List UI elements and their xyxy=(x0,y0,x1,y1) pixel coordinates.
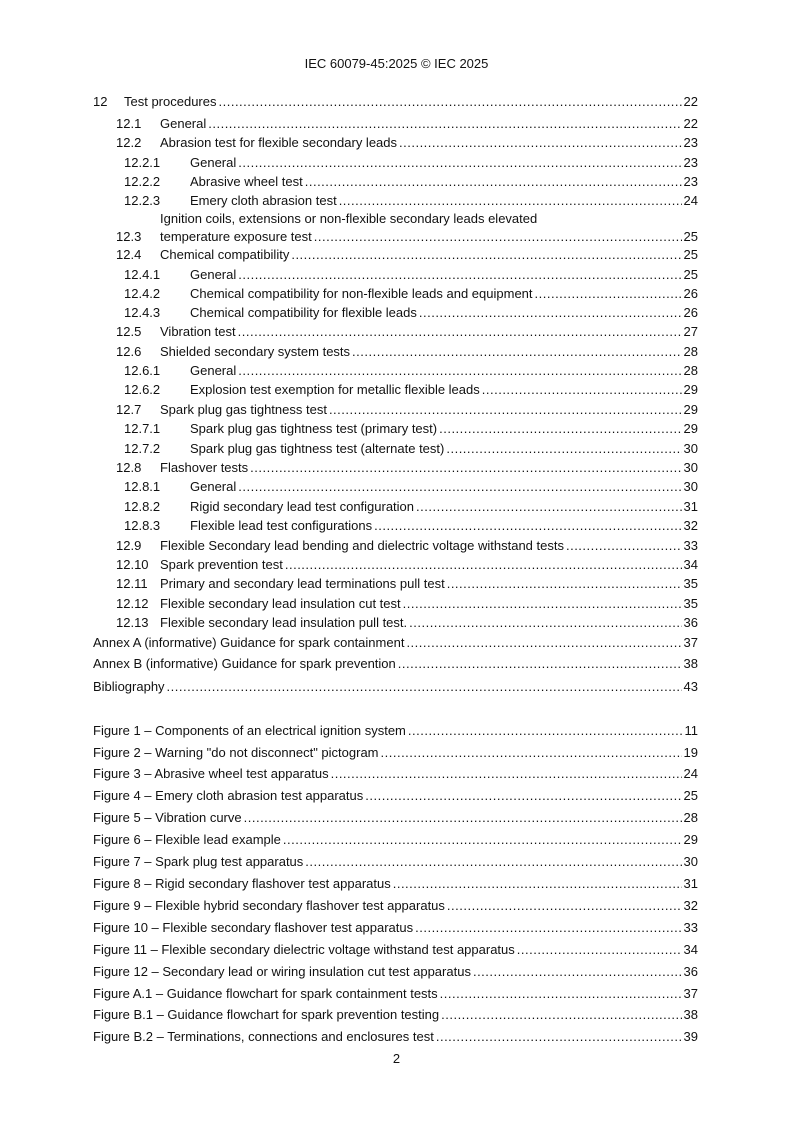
entry-page-number: 34 xyxy=(683,557,698,572)
entry-title: Vibration test xyxy=(160,324,236,339)
entry-line xyxy=(93,831,698,849)
entry-page-number: 25 xyxy=(683,267,698,282)
figure-entry[interactable] xyxy=(93,831,698,849)
toc-entry[interactable] xyxy=(93,440,698,458)
dot-leader xyxy=(329,401,682,419)
entry-line xyxy=(93,853,698,871)
toc-entry[interactable] xyxy=(93,498,698,516)
entry-line xyxy=(190,478,698,496)
figure-entry[interactable] xyxy=(93,1006,698,1024)
entry-title: Figure 6 – Flexible lead example xyxy=(93,832,281,847)
section-number: 12.4.1 xyxy=(124,267,161,282)
entry-page-number: 25 xyxy=(683,229,698,244)
entry-title: Figure 12 – Secondary lead or wiring insulation cut test apparatus xyxy=(93,964,471,979)
entry-page-number: 33 xyxy=(683,920,698,935)
entry-line xyxy=(160,459,698,477)
entry-line xyxy=(160,323,698,341)
dot-leader xyxy=(447,575,682,593)
dot-leader xyxy=(415,919,681,937)
dot-leader xyxy=(305,173,682,191)
section-number: 12.4 xyxy=(116,247,142,262)
entry-title: Flexible lead test configurations xyxy=(190,518,373,533)
entry-page-number: 24 xyxy=(683,193,698,208)
toc-entry[interactable] xyxy=(93,517,698,535)
dot-leader xyxy=(250,459,681,477)
entry-line xyxy=(93,655,698,673)
entry-page-number: 38 xyxy=(683,656,698,671)
entry-page-number: 23 xyxy=(683,174,698,189)
entry-title: General xyxy=(160,116,207,131)
toc-entry[interactable] xyxy=(93,362,698,380)
section-number: 12.4.3 xyxy=(124,305,161,320)
section-number: 12.8.3 xyxy=(124,518,161,533)
entry-page-number: 30 xyxy=(683,441,698,456)
entry-title: Primary and secondary lead terminations pull test xyxy=(160,576,445,591)
entry-page-number: 11 xyxy=(684,723,698,738)
dot-leader xyxy=(314,228,682,246)
toc-entry[interactable] xyxy=(93,401,698,419)
dot-leader xyxy=(238,323,682,341)
dot-leader xyxy=(238,154,681,172)
entry-title: Figure 10 – Flexible secondary flashover test apparatus xyxy=(93,920,414,935)
figure-entry[interactable] xyxy=(93,985,698,1003)
entry-page-number: 37 xyxy=(683,986,698,1001)
toc-entry[interactable] xyxy=(93,595,698,613)
figure-entry[interactable] xyxy=(93,853,698,871)
entry-line xyxy=(160,246,698,264)
dot-leader xyxy=(447,897,682,915)
entry-title: Figure 4 – Emery cloth abrasion test apparatus xyxy=(93,788,364,803)
toc-entry[interactable] xyxy=(93,537,698,555)
entry-page-number: 30 xyxy=(683,854,698,869)
entry-page-number: 26 xyxy=(683,305,698,320)
toc-entry[interactable] xyxy=(93,134,698,152)
entry-title: Explosion test exemption for metallic flexible leads xyxy=(190,382,480,397)
toc-entry[interactable] xyxy=(93,192,698,210)
figure-entry[interactable] xyxy=(93,744,698,762)
section-number: 12.7 xyxy=(116,402,142,417)
toc-entry[interactable] xyxy=(93,285,698,303)
dot-leader xyxy=(339,192,682,210)
entry-line xyxy=(190,498,698,516)
entry-title: Figure B.1 – Guidance flowchart for spark prevention testing xyxy=(93,1007,440,1022)
entry-title: Rigid secondary lead test configuration xyxy=(190,499,415,514)
toc-entry[interactable] xyxy=(93,678,698,696)
dot-leader xyxy=(517,941,682,959)
figure-entry[interactable] xyxy=(93,963,698,981)
dot-leader xyxy=(440,985,682,1003)
dot-leader xyxy=(416,498,682,516)
entry-line xyxy=(160,134,698,152)
entry-line xyxy=(93,765,698,783)
section-number: 12.2.2 xyxy=(124,174,161,189)
entry-line xyxy=(190,154,698,172)
toc-entry[interactable] xyxy=(93,343,698,361)
entry-page-number: 29 xyxy=(683,402,698,417)
entry-title: Test procedures xyxy=(124,94,217,109)
section-number: 12.1 xyxy=(116,116,142,131)
section-number: 12.9 xyxy=(116,538,142,553)
entry-line xyxy=(160,343,698,361)
entry-page-number: 25 xyxy=(683,788,698,803)
dot-leader xyxy=(393,875,682,893)
figure-entry[interactable] xyxy=(93,919,698,937)
entry-page-number: 28 xyxy=(683,344,698,359)
section-number: 12.3 xyxy=(116,229,142,244)
entry-title: Spark plug gas tightness test (primary test) xyxy=(190,421,438,436)
dot-leader xyxy=(408,722,683,740)
entry-line xyxy=(190,173,698,191)
entry-title: General xyxy=(190,479,237,494)
dot-leader xyxy=(365,787,681,805)
dot-leader xyxy=(305,853,681,871)
entry-title: Figure 1 – Components of an electrical ignition system xyxy=(93,723,406,738)
entry-page-number: 23 xyxy=(683,135,698,150)
entry-title: General xyxy=(190,155,237,170)
entry-line xyxy=(93,963,698,981)
entry-line xyxy=(93,941,698,959)
entry-title: Figure 2 – Warning "do not disconnect" pictogram xyxy=(93,745,379,760)
section-number: 12 xyxy=(93,94,108,109)
entry-page-number: 28 xyxy=(683,810,698,825)
section-number: 12.2.1 xyxy=(124,155,161,170)
dot-leader xyxy=(406,634,681,652)
dot-leader xyxy=(283,831,682,849)
entry-line xyxy=(190,420,698,438)
entry-line xyxy=(190,285,698,303)
entry-page-number: 19 xyxy=(683,745,698,760)
toc-entry[interactable] xyxy=(93,154,698,172)
dot-leader xyxy=(441,1006,681,1024)
dot-leader xyxy=(331,765,682,783)
toc-entry[interactable] xyxy=(93,246,698,264)
dot-leader xyxy=(436,1028,682,1046)
entry-title: Figure 5 – Vibration curve xyxy=(93,810,242,825)
entry-line xyxy=(190,266,698,284)
entry-title: Figure 8 – Rigid secondary flashover test apparatus xyxy=(93,876,391,891)
entry-page-number: 32 xyxy=(683,898,698,913)
entry-line xyxy=(124,93,698,111)
dot-leader xyxy=(208,115,681,133)
toc-entry[interactable] xyxy=(93,655,698,673)
entry-page-number: 36 xyxy=(683,615,698,630)
toc-entry[interactable] xyxy=(93,211,698,246)
dot-leader xyxy=(482,381,682,399)
section-number: 12.6 xyxy=(116,344,142,359)
entry-title: Spark prevention test xyxy=(160,557,283,572)
entry-line xyxy=(160,575,698,593)
toc-entry[interactable] xyxy=(93,93,698,111)
entry-page-number: 22 xyxy=(683,116,698,131)
entry-page-number: 23 xyxy=(683,155,698,170)
entry-title: Flashover tests xyxy=(160,460,249,475)
page-header: IEC 60079-45:2025 © IEC 2025 xyxy=(304,56,489,71)
figure-entry[interactable] xyxy=(93,809,698,827)
dot-leader xyxy=(473,963,682,981)
entry-page-number: 38 xyxy=(683,1007,698,1022)
entry-title: General xyxy=(190,267,237,282)
section-number: 12.8 xyxy=(116,460,142,475)
section-number: 12.8.1 xyxy=(124,479,161,494)
entry-page-number: 31 xyxy=(683,876,698,891)
section-number: 12.5 xyxy=(116,324,142,339)
entry-line xyxy=(160,211,698,246)
entry-page-number: 35 xyxy=(683,576,698,591)
dot-leader xyxy=(238,362,681,380)
entry-line xyxy=(93,634,698,652)
entry-page-number: 29 xyxy=(683,382,698,397)
entry-line xyxy=(190,362,698,380)
entry-line xyxy=(93,678,698,696)
section-number: 12.13 xyxy=(116,615,149,630)
dot-leader xyxy=(291,246,681,264)
entry-line xyxy=(93,985,698,1003)
entry-line xyxy=(160,401,698,419)
section-number: 12.6.1 xyxy=(124,363,161,378)
toc-entry[interactable] xyxy=(93,420,698,438)
entry-page-number: 28 xyxy=(683,363,698,378)
section-number: 12.11 xyxy=(116,576,148,591)
entry-page-number: 25 xyxy=(683,247,698,262)
figure-entry[interactable] xyxy=(93,875,698,893)
dot-leader xyxy=(374,517,681,535)
dot-leader xyxy=(352,343,681,361)
entry-title: temperature exposure test xyxy=(160,229,312,244)
entry-page-number: 34 xyxy=(683,942,698,957)
entry-title: Shielded secondary system tests xyxy=(160,344,351,359)
entry-title: Spark plug gas tightness test xyxy=(160,402,327,417)
dot-leader xyxy=(238,478,681,496)
entry-title: Figure 9 – Flexible hybrid secondary flashover test apparatus xyxy=(93,898,445,913)
entry-title: General xyxy=(190,363,237,378)
entry-title: Figure B.2 – Terminations, connections and enclosures test xyxy=(93,1029,434,1044)
toc-entry[interactable] xyxy=(93,323,698,341)
toc-entry[interactable] xyxy=(93,556,698,574)
toc-entry[interactable] xyxy=(93,478,698,496)
figure-entry[interactable] xyxy=(93,897,698,915)
entry-title: Figure 7 – Spark plug test apparatus xyxy=(93,854,304,869)
entry-title: Chemical compatibility for non-flexible leads and equipment xyxy=(190,286,533,301)
dot-leader xyxy=(398,655,682,673)
entry-line xyxy=(93,744,698,762)
dot-leader xyxy=(419,304,682,322)
dot-leader xyxy=(238,266,681,284)
entry-page-number: 43 xyxy=(683,679,698,694)
entry-line xyxy=(160,595,698,613)
entry-title: Flexible secondary lead insulation pull test. xyxy=(160,615,408,630)
entry-page-number: 36 xyxy=(683,964,698,979)
entry-title: Annex B (informative) Guidance for spark prevention xyxy=(93,656,396,671)
entry-page-number: 35 xyxy=(683,596,698,611)
figure-entry[interactable] xyxy=(93,1028,698,1046)
figure-entry[interactable] xyxy=(93,787,698,805)
entry-title: Figure 11 – Flexible secondary dielectric voltage withstand test apparatus xyxy=(93,942,515,957)
entry-line xyxy=(93,919,698,937)
entry-line xyxy=(93,875,698,893)
figure-entry[interactable] xyxy=(93,722,698,740)
toc-entry[interactable] xyxy=(93,304,698,322)
entry-line xyxy=(93,1006,698,1024)
entry-title: Annex A (informative) Guidance for spark containment xyxy=(93,635,405,650)
section-number: 12.8.2 xyxy=(124,499,161,514)
figure-entry[interactable] xyxy=(93,765,698,783)
toc-entry[interactable] xyxy=(93,173,698,191)
dot-leader xyxy=(399,134,682,152)
toc-entry[interactable] xyxy=(93,266,698,284)
toc-entry[interactable] xyxy=(93,575,698,593)
section-number: 12.2.3 xyxy=(124,193,161,208)
section-number: 12.6.2 xyxy=(124,382,161,397)
entry-line xyxy=(190,304,698,322)
entry-line xyxy=(190,192,698,210)
toc-entry[interactable] xyxy=(93,115,698,133)
entry-page-number: 24 xyxy=(683,766,698,781)
dot-leader xyxy=(381,744,682,762)
section-number: 12.2 xyxy=(116,135,142,150)
entry-title: Abrasive wheel test xyxy=(190,174,303,189)
entry-title: Abrasion test for flexible secondary leads xyxy=(160,135,398,150)
dot-leader xyxy=(439,420,681,438)
dot-leader xyxy=(566,537,682,555)
entry-page-number: 27 xyxy=(683,324,698,339)
figure-entry[interactable] xyxy=(93,941,698,959)
dot-leader xyxy=(167,678,682,696)
entry-line xyxy=(190,517,698,535)
dot-leader xyxy=(244,809,682,827)
entry-page-number: 29 xyxy=(683,832,698,847)
entry-page-number: 39 xyxy=(683,1029,698,1044)
entry-page-number: 32 xyxy=(683,518,698,533)
dot-leader xyxy=(285,556,682,574)
toc-entry[interactable] xyxy=(93,381,698,399)
section-number: 12.4.2 xyxy=(124,286,161,301)
entry-title: Emery cloth abrasion test xyxy=(190,193,337,208)
section-number: 12.10 xyxy=(116,557,149,572)
entry-line xyxy=(190,440,698,458)
dot-leader xyxy=(535,285,682,303)
entry-line xyxy=(93,722,698,740)
entry-page-number: 26 xyxy=(683,286,698,301)
entry-page-number: 37 xyxy=(683,635,698,650)
dot-leader xyxy=(409,614,681,632)
entry-title: Chemical compatibility xyxy=(160,247,290,262)
section-number: 12.12 xyxy=(116,596,149,611)
entry-page-number: 29 xyxy=(683,421,698,436)
entry-title: Figure A.1 – Guidance flowchart for spark containment tests xyxy=(93,986,438,1001)
dot-leader xyxy=(403,595,682,613)
entry-line xyxy=(160,556,698,574)
dot-leader xyxy=(446,440,681,458)
entry-line xyxy=(93,1028,698,1046)
entry-title: Figure 3 – Abrasive wheel test apparatus xyxy=(93,766,329,781)
entry-line xyxy=(160,115,698,133)
entry-line xyxy=(160,537,698,555)
entry-page-number: 22 xyxy=(683,94,698,109)
entry-line xyxy=(93,787,698,805)
toc-entry[interactable] xyxy=(93,459,698,477)
entry-line xyxy=(93,897,698,915)
entry-line xyxy=(160,614,698,632)
entry-page-number: 31 xyxy=(683,499,698,514)
entry-title-line1: Ignition coils, extensions or non-flexible secondary leads elevated xyxy=(160,211,538,226)
entry-title: Flexible secondary lead insulation cut test xyxy=(160,596,401,611)
page-number: 2 xyxy=(392,1051,401,1066)
entry-page-number: 33 xyxy=(683,538,698,553)
entry-page-number: 30 xyxy=(683,460,698,475)
toc-entry[interactable] xyxy=(93,614,698,632)
entry-title: Chemical compatibility for flexible leads xyxy=(190,305,417,320)
toc-entry[interactable] xyxy=(93,634,698,652)
entry-line xyxy=(190,381,698,399)
dot-leader xyxy=(219,93,682,111)
entry-title: Flexible Secondary lead bending and dielectric voltage withstand tests xyxy=(160,538,564,553)
entry-line xyxy=(93,809,698,827)
section-number: 12.7.1 xyxy=(124,421,161,436)
entry-page-number: 30 xyxy=(683,479,698,494)
entry-title: Spark plug gas tightness test (alternate test) xyxy=(190,441,445,456)
section-number: 12.7.2 xyxy=(124,441,161,456)
entry-title: Bibliography xyxy=(93,679,165,694)
